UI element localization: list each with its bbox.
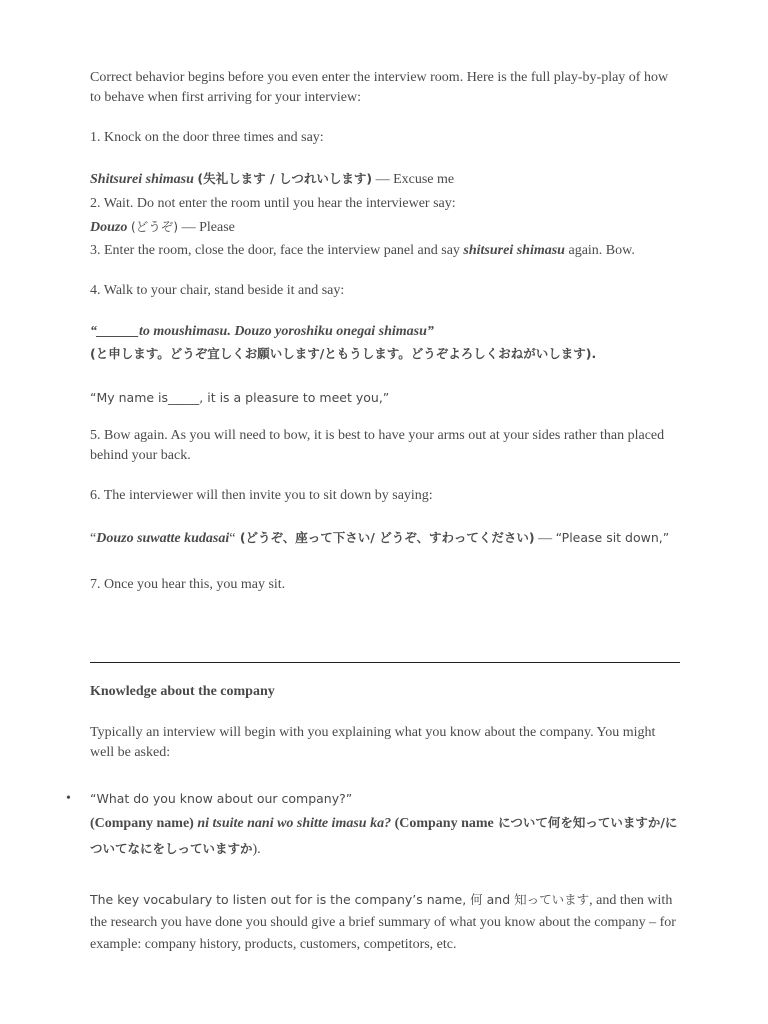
list-item — [66, 789, 680, 862]
vocab-text-b: , and then with the research you have done you should give a brief summary of what you know about the company – for example: company history, products, customers, competitors, etc. — [90, 893, 676, 952]
company-intro-paragraph: Typically an interview will begin with you explaining what you know about the company. You might well be asked: — [90, 725, 656, 760]
step-3 — [90, 241, 680, 261]
douzo-romaji: Douzo — [90, 220, 128, 235]
question-end: ). — [252, 842, 261, 857]
douzo-line — [90, 217, 680, 238]
step-3-text-b: again. Bow. — [564, 243, 635, 258]
step-2: 2. Wait. Do not enter the room until you hear the interviewer say: — [90, 196, 456, 211]
step-1: 1. Knock on the door three times and say: — [90, 130, 324, 145]
sit-japanese: (どうぞ、座って下さい/ どうぞ、すわってください) — [235, 530, 535, 545]
document-body — [90, 68, 680, 595]
step-6: 6. The interviewer will then invite you to sit down by saying: — [90, 488, 433, 503]
douzo-english: — Please — [178, 220, 235, 235]
sit-romaji: Douzo suwatte kudasai — [96, 531, 230, 546]
shitsurei-romaji: Shitsurei shimasu — [90, 172, 194, 187]
section-divider — [90, 662, 680, 663]
question-japanese: について何を知っていますか/についてなにをしっていますか — [90, 815, 678, 856]
intro-paragraph: Correct behavior begins before you even enter the interview room. Here is the full play-by-play of how to behave when first arriving for your interview: — [90, 70, 669, 105]
bullet-marker: • — [66, 791, 71, 806]
step-4: 4. Walk to your chair, stand beside it and say: — [90, 283, 345, 298]
company-knowledge-section — [66, 682, 680, 956]
question-japanese-line — [90, 810, 680, 862]
intro-phrase-japanese: (と申します。どうぞ宜しくお願いします/ともうします。どうぞよろしくおねがいします). — [90, 346, 597, 361]
sit-open-quote: “ — [90, 531, 97, 546]
sit-down-line — [90, 528, 680, 549]
step-5: 5. Bow again. As you will need to bow, it is best to have your arms out at your sides rather than placed behind your back. — [90, 428, 665, 463]
douzo-japanese: (どうぞ) — [130, 219, 179, 234]
vocabulary-paragraph — [90, 889, 680, 956]
company-name-placeholder-2: (Company name — [391, 816, 494, 831]
sit-dash: — — [534, 531, 556, 546]
company-name-placeholder: (Company name) — [90, 816, 194, 831]
vocab-text-a: The key vocabulary to listen out for is the company’s name, 何 and 知っています — [90, 892, 590, 907]
sit-close-quote: “ — [229, 531, 236, 546]
shitsurei-line — [90, 169, 680, 190]
step-3-text-a: 3. Enter the room, close the door, face the interview panel and say — [90, 243, 464, 258]
step-3-bold: shitsurei shimasu — [463, 243, 565, 258]
sit-english: “Please sit down,” — [555, 530, 670, 545]
question-english: “What do you know about our company?” — [90, 791, 353, 806]
step-7: 7. Once you hear this, you may sit. — [90, 577, 286, 592]
section-heading: Knowledge about the company — [90, 684, 275, 699]
intro-phrase-english: “My name is_____, it is a pleasure to meet you,” — [90, 390, 390, 405]
shitsurei-english: — Excuse me — [372, 172, 455, 187]
intro-phrase-romaji: “______to moushimasu. Douzo yoroshiku onegai shimasu” — [90, 324, 434, 339]
shitsurei-japanese: (失礼します / しつれいします) — [197, 171, 373, 186]
question-romaji: ni tsuite nani wo shitte imasu ka? — [193, 816, 392, 831]
